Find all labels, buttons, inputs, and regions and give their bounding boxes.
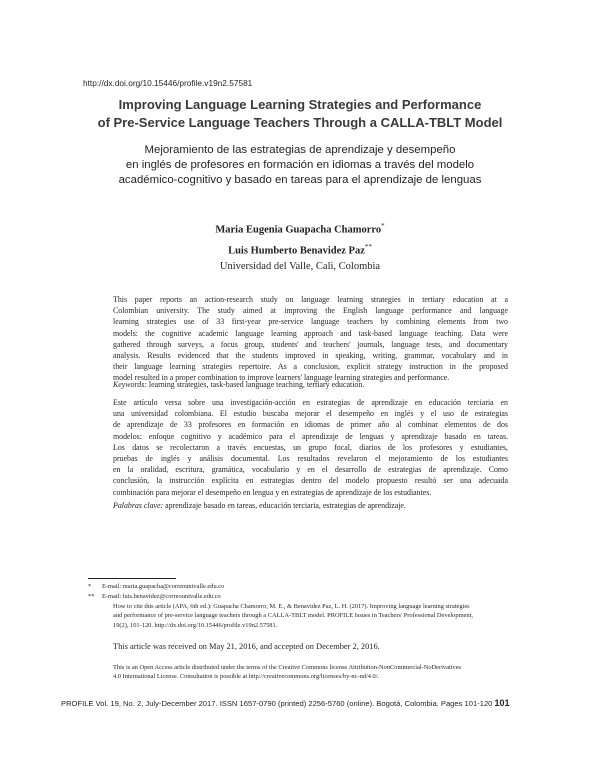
citation-line: and performance of pre-service language teachers through a CALLA-TBLT model. PROFILE Issues in Teachers' Professional Development,	[113, 612, 473, 620]
keywords-en-label: Keywords:	[113, 380, 147, 389]
footnote-1-email[interactable]: E-mail: maria.guapacha@correounivalle.edu.co	[102, 583, 225, 590]
abstract-en-line: gathered through surveys, a focus group, students' and teachers' journals, language tests, and documentary	[113, 339, 508, 349]
author-2-footnote-mark: **	[364, 242, 372, 251]
abstract-es-line: una universidad colombiana. El estudio buscaba mejorar el desempeño en inglés y el uso de estrategias	[113, 409, 508, 419]
abstract-es-line: Este artículo versa sobre una investigación-acción en estrategias de aprendizaje en educación terciaria en	[113, 398, 508, 407]
footnote-1-mark: *	[88, 583, 92, 590]
author-block	[150, 218, 450, 275]
abstract-es-line: combinación para mejorar el desempeño en lengua y en estrategias de aprendizaje de los estudiantes.	[113, 487, 432, 497]
title-line-2: of Pre-Service Language Teachers Through a CALLA-TBLT Model	[97, 115, 503, 130]
abstract-en-line: model resulted in a proper combination to improve learners' language learning strategies and performance.	[113, 373, 450, 383]
keywords-es-label: Palabras clave:	[113, 501, 164, 510]
abstract-en-line: analysis. Results evidenced that the students improved in speaking, writing, grammar, vocabulary and in	[113, 351, 508, 361]
license-line[interactable]: 4.0 International License. Consultation is possible at http://creativecommons.org/licenses/by-nc-nd/4.0/.	[113, 673, 380, 681]
abstract-en-line: This paper reports an action-research study on language learning strategies in tertiary education at a	[113, 295, 508, 304]
affiliation: Universidad del Valle, Cali, Colombia	[219, 261, 381, 272]
abstract-es-line: pruebas de inglés y análisis documental. Los resultados revelaron el mejoramiento de los estudiantes	[113, 454, 508, 464]
author-1	[150, 218, 450, 239]
abstract-en-line: their language learning strategies repertoire. As a conclusion, explicit strategy instruction in the proposed	[113, 362, 508, 372]
author-1-name: Maria Eugenia Guapacha Chamorro	[215, 224, 382, 236]
citation-block	[113, 602, 508, 630]
footnote-2-mark: **	[88, 592, 95, 600]
keywords-en-text: learning strategies, task-based language teaching, tertiary education.	[146, 380, 365, 389]
citation-line[interactable]: 19(2), 101-120. http://dx.doi.org/10.15446/profile.v19n2.57581.	[113, 621, 278, 629]
abstract-english	[113, 294, 508, 384]
footnote-1	[88, 582, 508, 592]
keywords-spanish	[113, 500, 508, 511]
spanish-title	[70, 143, 530, 188]
abstract-en-line: Colombian university. The study aimed at improving the English language performance and language	[113, 306, 508, 316]
received-date: This article was received on May 21, 2016, and accepted on December 2, 2016.	[113, 642, 380, 651]
keywords-english	[113, 379, 508, 390]
license-notice	[113, 663, 508, 682]
footnote-2-email[interactable]: E-mail: luis.benavidez@correounivalle.edu.co	[102, 592, 221, 600]
footnotes	[88, 582, 508, 601]
page-number: 101	[494, 698, 510, 708]
article-title	[70, 96, 530, 132]
abstract-en-line: models: the cognitive academic language learning approach and task-based language teaching. Data were	[113, 328, 508, 338]
footer-journal-info: PROFILE Vol. 19, No. 2, July-December 2017. ISSN 1657-0790 (printed) 2256-5760 (online). Bogotá, Colombia. Pages 101-120	[61, 699, 493, 708]
title-line-1: Improving Language Learning Strategies and Performance	[118, 97, 482, 112]
spanish-title-line-1: Mejoramiento de las estrategias de aprendizaje y desempeño	[144, 144, 456, 156]
footnote-divider	[88, 578, 176, 579]
abstract-spanish	[113, 397, 508, 498]
abstract-es-line: Los datos se recolectaron a través encuestas, un grupo focal, diarios de los profesores y estudiantes,	[113, 442, 508, 452]
keywords-es-text: aprendizaje basado en tareas, educación terciaria, estrategias de aprendizaje.	[163, 501, 406, 510]
abstract-es-line: de aprendizaje de 33 profesores en formación en idiomas de primer año al combinar elementos de dos	[113, 420, 508, 430]
spanish-title-line-2: en inglés de profesores en formación en idiomas a través del modelo	[125, 159, 475, 171]
footnote-2	[88, 592, 508, 602]
spanish-title-line-3: académico-cognitivo y basado en tareas para el aprendizaje de lenguas	[118, 174, 482, 186]
citation-line: How to cite this article (APA, 6th ed.): Guapacha Chamorro, M. E., & Benavidez Paz, L. H. (2017). Improving language learning strategies	[113, 603, 470, 610]
author-2	[150, 239, 450, 260]
author-1-footnote-mark: *	[381, 222, 385, 230]
license-line: This is an Open Access article distributed under the terms of the Creative Commons license Attribution-NonCommercial-NoDerivatives	[113, 664, 462, 671]
abstract-en-line: learning strategies use of 33 first-year pre-service language teachers by combining elements from two	[113, 317, 508, 327]
abstract-es-line: conclusión, la instrucción explícita en estrategias dentro del modelo propuesto resultó ser una adecuada	[113, 476, 508, 486]
page-footer	[61, 698, 541, 708]
doi-link[interactable]: http://dx.doi.org/10.15446/profile.v19n2.57581	[83, 78, 253, 88]
abstract-es-line: en la oralidad, escritura, gramática, vocabulario y en el desarrollo de estrategias de aprendizaje. Como	[113, 465, 508, 475]
abstract-es-line: modelos: enfoque cognitivo y académico para el aprendizaje de lenguas y aprendizaje basado en tareas.	[113, 431, 508, 441]
author-2-name: Luis Humberto Benavidez Paz	[228, 245, 365, 256]
